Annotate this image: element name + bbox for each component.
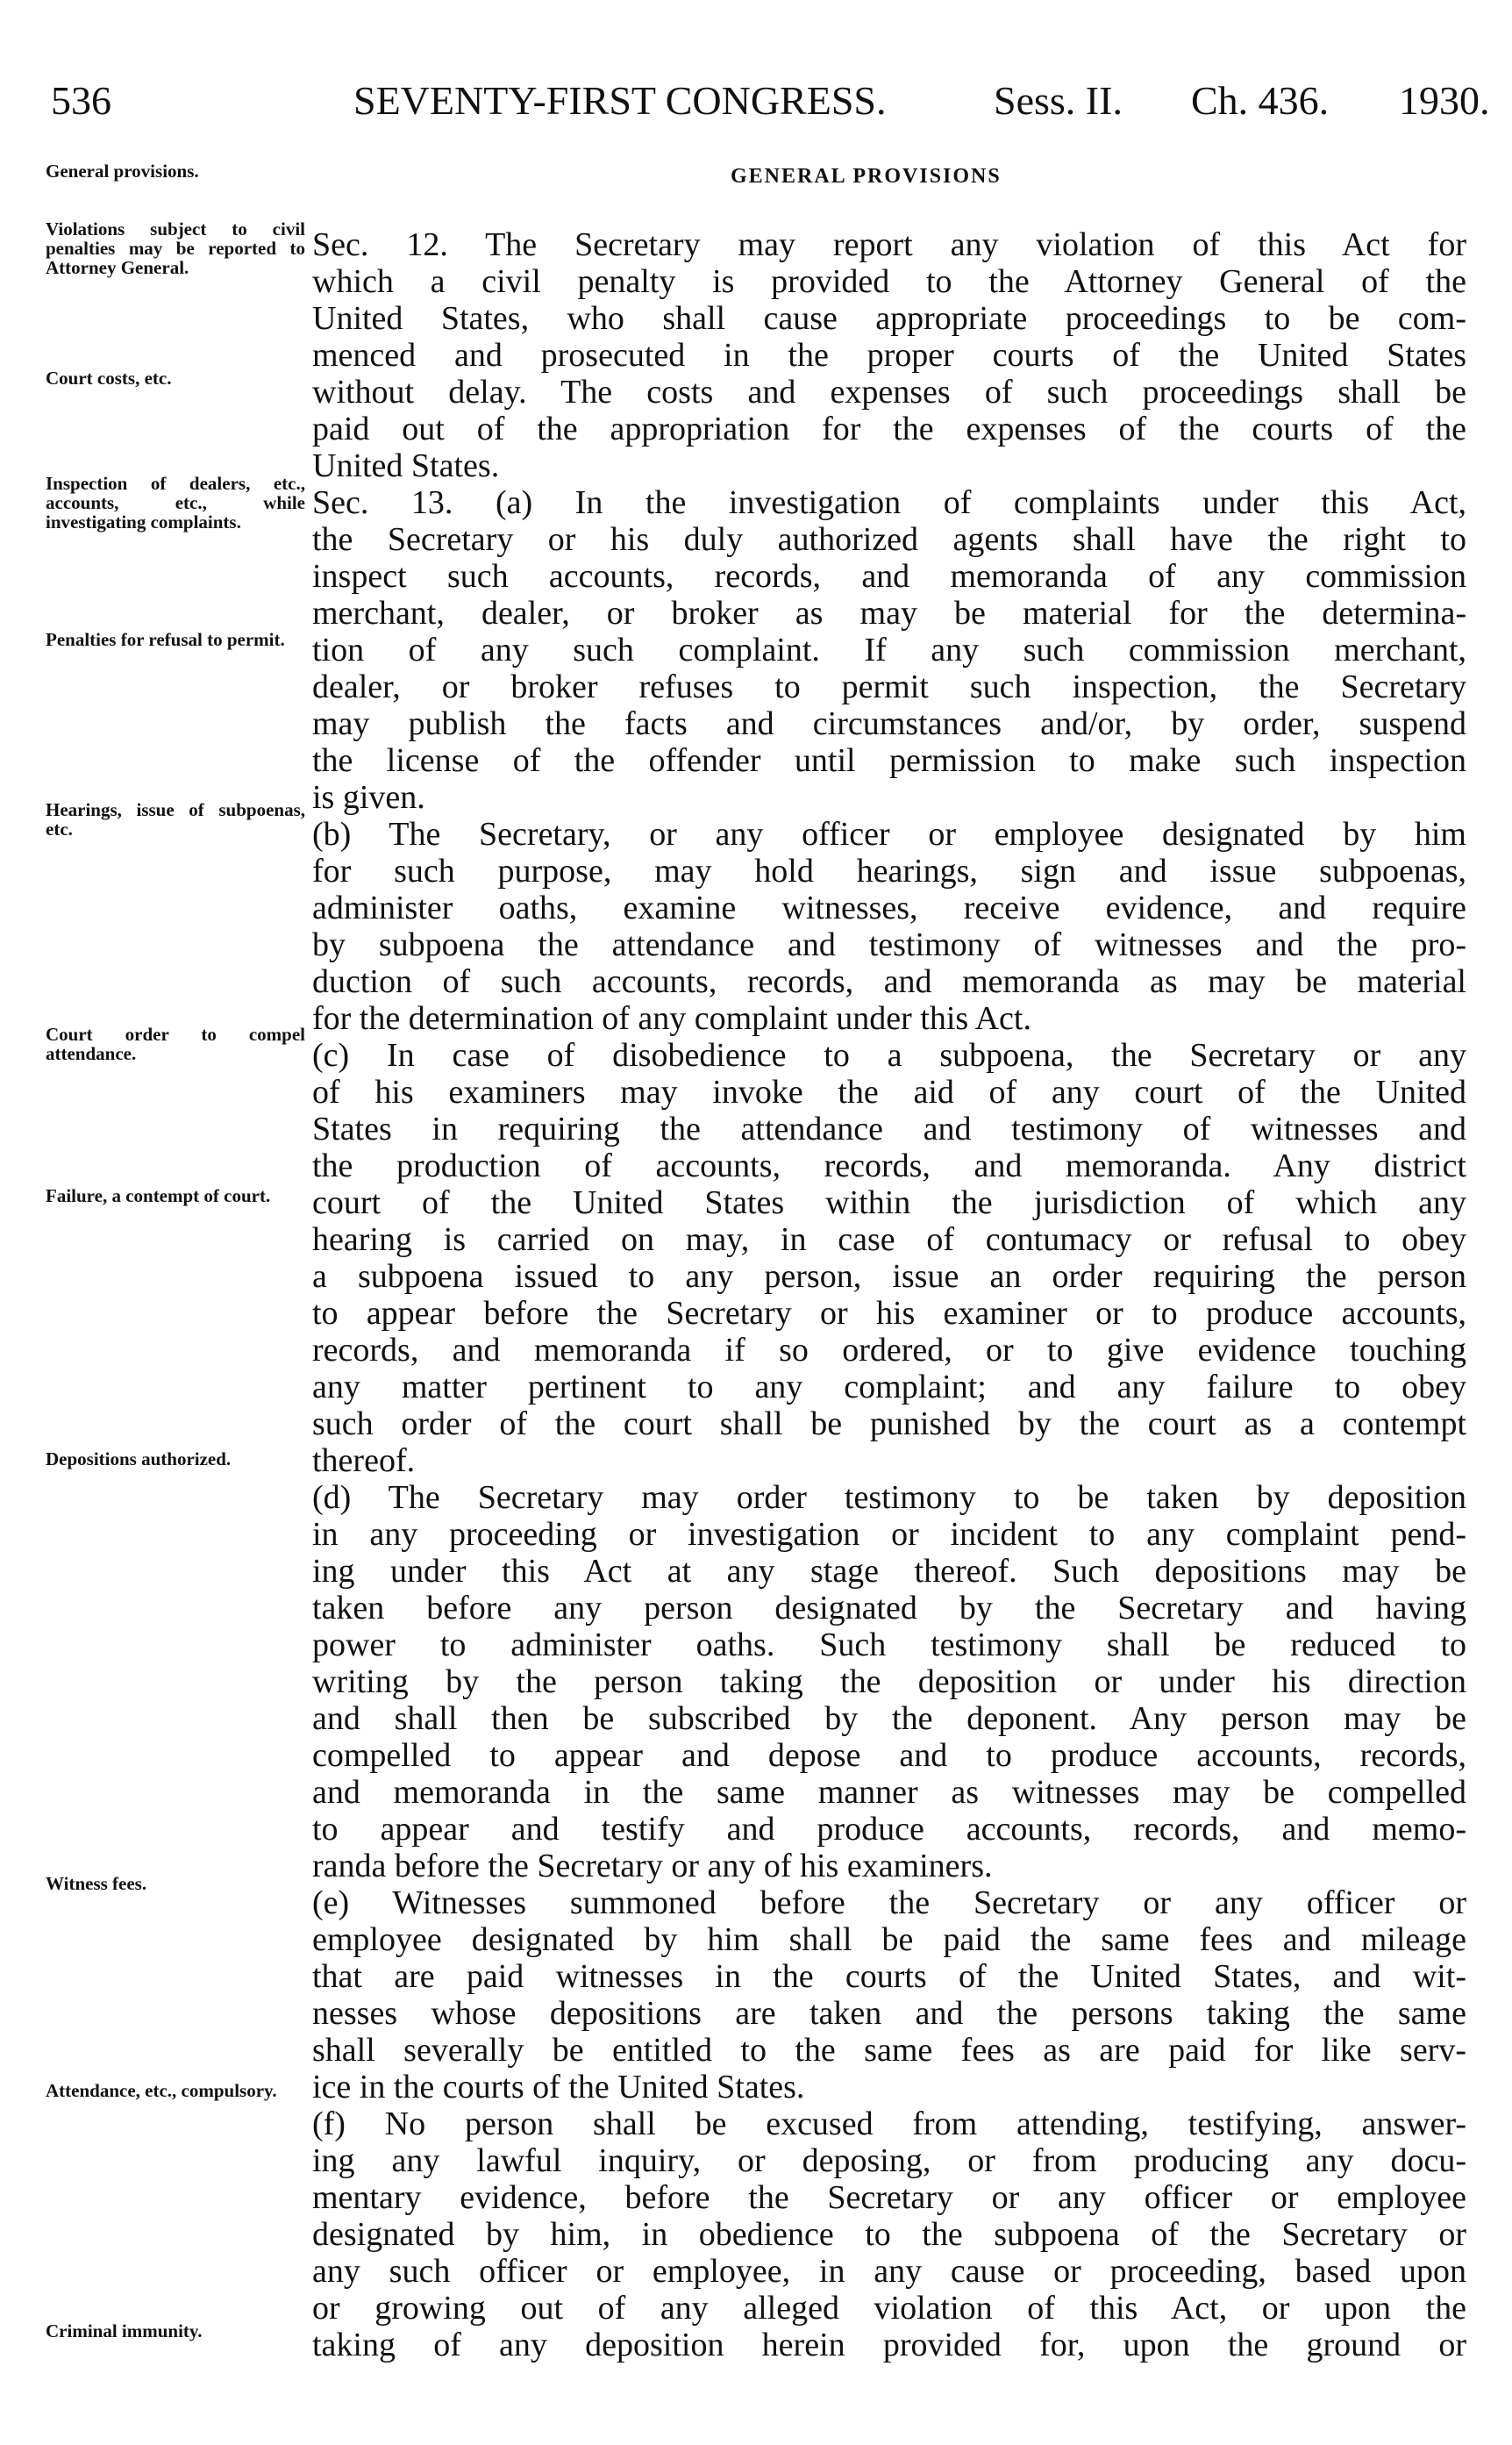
margin-note: Failure, a contempt of court. bbox=[46, 1185, 271, 1206]
body-line: merchant, dealer, or broker as may be material for the determina- bbox=[312, 595, 1466, 632]
body-line: and memoranda in the same manner as witnesses may be compelled bbox=[312, 1774, 1466, 1811]
body-line: tion of any such complaint. If any such commission merchant, bbox=[312, 632, 1466, 668]
body-line: menced and prosecuted in the proper courts of the United States bbox=[312, 337, 1466, 374]
body-line: United States, who shall cause appropriate proceedings to be com- bbox=[312, 300, 1466, 337]
body-line: any matter pertinent to any complaint; and any failure to obey bbox=[312, 1369, 1466, 1405]
margin-note: Witness fees. bbox=[46, 1873, 147, 1894]
margin-note: Inspection of dealers, etc., accounts, etc., while investigating complaints. bbox=[46, 473, 305, 533]
margin-note: Hearings, issue of subpoenas, etc. bbox=[46, 799, 305, 840]
body-line: States in requiring the attendance and testimony of witnesses and bbox=[312, 1111, 1466, 1147]
page-number: 536 bbox=[51, 78, 111, 123]
body-line: of his examiners may invoke the aid of any court of the United bbox=[312, 1074, 1466, 1111]
body-line: (e) Witnesses summoned before the Secretary or any officer or bbox=[312, 1884, 1466, 1921]
body-line: power to administer oaths. Such testimony shall be reduced to bbox=[312, 1626, 1466, 1663]
margin-note: Criminal immunity. bbox=[46, 2320, 203, 2341]
body-line: the Secretary or his duly authorized agents shall have the right to bbox=[312, 521, 1466, 558]
section-heading: GENERAL PROVISIONS bbox=[731, 165, 1002, 188]
margin-note: Violations subject to civil penalties may be reported to Attorney General. bbox=[46, 218, 305, 278]
margin-note: Court costs, etc. bbox=[46, 368, 172, 389]
body-line: that are paid witnesses in the courts of the United States, and wit- bbox=[312, 1958, 1466, 1995]
body-line: such order of the court shall be punished by the court as a contempt bbox=[312, 1405, 1466, 1442]
body-line: for such purpose, may hold hearings, sign and issue subpoenas, bbox=[312, 853, 1466, 890]
body-line: duction of such accounts, records, and memoranda as may be material bbox=[312, 963, 1466, 1000]
body-line: the license of the offender until permission to make such inspection bbox=[312, 742, 1466, 779]
body-line: (d) The Secretary may order testimony to be taken by deposition bbox=[312, 1479, 1466, 1516]
body-line: for the determination of any complaint under this Act. bbox=[312, 1000, 1031, 1037]
body-line: without delay. The costs and expenses of such proceedings shall be bbox=[312, 374, 1466, 411]
body-line: (b) The Secretary, or any officer or employee designated by him bbox=[312, 816, 1466, 853]
body-line: ing any lawful inquiry, or deposing, or from producing any docu- bbox=[312, 2142, 1466, 2179]
margin-note: Attendance, etc., compulsory. bbox=[46, 2080, 277, 2101]
body-line: nesses whose depositions are taken and the persons taking the same bbox=[312, 1995, 1466, 2032]
body-line: a subpoena issued to any person, issue an order requiring the person bbox=[312, 1258, 1466, 1295]
body-line: employee designated by him shall be paid the same fees and mileage bbox=[312, 1921, 1466, 1958]
body-line: administer oaths, examine witnesses, receive evidence, and require bbox=[312, 890, 1466, 926]
body-line: randa before the Secretary or any of his examiners. bbox=[312, 1848, 993, 1884]
session-label: Sess. II. bbox=[994, 78, 1123, 123]
body-line: (c) In case of disobedience to a subpoena, the Secretary or any bbox=[312, 1037, 1466, 1074]
body-line: ice in the courts of the United States. bbox=[312, 2069, 805, 2105]
margin-note: Depositions authorized. bbox=[46, 1448, 232, 1469]
body-line: to appear before the Secretary or his examiner or to produce accounts, bbox=[312, 1295, 1466, 1332]
body-line: the production of accounts, records, and memoranda. Any district bbox=[312, 1147, 1466, 1184]
body-line: ing under this Act at any stage thereof. Such depositions may be bbox=[312, 1553, 1466, 1590]
body-line: and shall then be subscribed by the deponent. Any person may be bbox=[312, 1700, 1466, 1737]
body-line: (f) No person shall be excused from attending, testifying, answer- bbox=[312, 2105, 1466, 2142]
body-line: writing by the person taking the deposition or under his direction bbox=[312, 1663, 1466, 1700]
margin-note: Penalties for refusal to permit. bbox=[46, 629, 285, 650]
body-line: any such officer or employee, in any cause or proceeding, based upon bbox=[312, 2253, 1466, 2290]
body-line: Sec. 13. (a) In the investigation of complaints under this Act, bbox=[312, 484, 1466, 521]
body-line: to appear and testify and produce accounts, records, and memo- bbox=[312, 1811, 1466, 1848]
congress-title: SEVENTY-FIRST CONGRESS. bbox=[353, 78, 887, 123]
body-line: is given. bbox=[312, 779, 425, 816]
body-line: United States. bbox=[312, 447, 500, 484]
body-line: in any proceeding or investigation or incident to any complaint pend- bbox=[312, 1516, 1466, 1553]
body-line: dealer, or broker refuses to permit such inspection, the Secretary bbox=[312, 668, 1466, 705]
year-label: 1930. bbox=[1399, 78, 1490, 123]
body-line: taking of any deposition herein provided for, upon the ground or bbox=[312, 2327, 1466, 2363]
margin-note: General provisions. bbox=[46, 161, 199, 182]
body-line: records, and memoranda if so ordered, or to give evidence touching bbox=[312, 1332, 1466, 1369]
body-line: taken before any person designated by the Secretary and having bbox=[312, 1590, 1466, 1626]
chapter-label: Ch. 436. bbox=[1191, 78, 1330, 123]
body-line: may publish the facts and circumstances and/or, by order, suspend bbox=[312, 705, 1466, 742]
margin-note: Court order to compel attendance. bbox=[46, 1024, 305, 1064]
body-line: thereof. bbox=[312, 1442, 416, 1479]
body-line: or growing out of any alleged violation of this Act, or upon the bbox=[312, 2290, 1466, 2327]
body-line: which a civil penalty is provided to the Attorney General of the bbox=[312, 263, 1466, 300]
body-line: court of the United States within the jurisdiction of which any bbox=[312, 1184, 1466, 1221]
page-header bbox=[51, 70, 1490, 132]
body-line: shall severally be entitled to the same fees as are paid for like serv- bbox=[312, 2032, 1466, 2069]
body-line: designated by him, in obedience to the subpoena of the Secretary or bbox=[312, 2216, 1466, 2253]
body-line: mentary evidence, before the Secretary or any officer or employee bbox=[312, 2179, 1466, 2216]
body-line: hearing is carried on may, in case of contumacy or refusal to obey bbox=[312, 1221, 1466, 1258]
body-line: inspect such accounts, records, and memoranda of any commission bbox=[312, 558, 1466, 595]
body-line: compelled to appear and depose and to produce accounts, records, bbox=[312, 1737, 1466, 1774]
body-line: Sec. 12. The Secretary may report any violation of this Act for bbox=[312, 226, 1466, 263]
body-line: paid out of the appropriation for the expenses of the courts of the bbox=[312, 411, 1466, 447]
body-line: by subpoena the attendance and testimony of witnesses and the pro- bbox=[312, 926, 1466, 963]
